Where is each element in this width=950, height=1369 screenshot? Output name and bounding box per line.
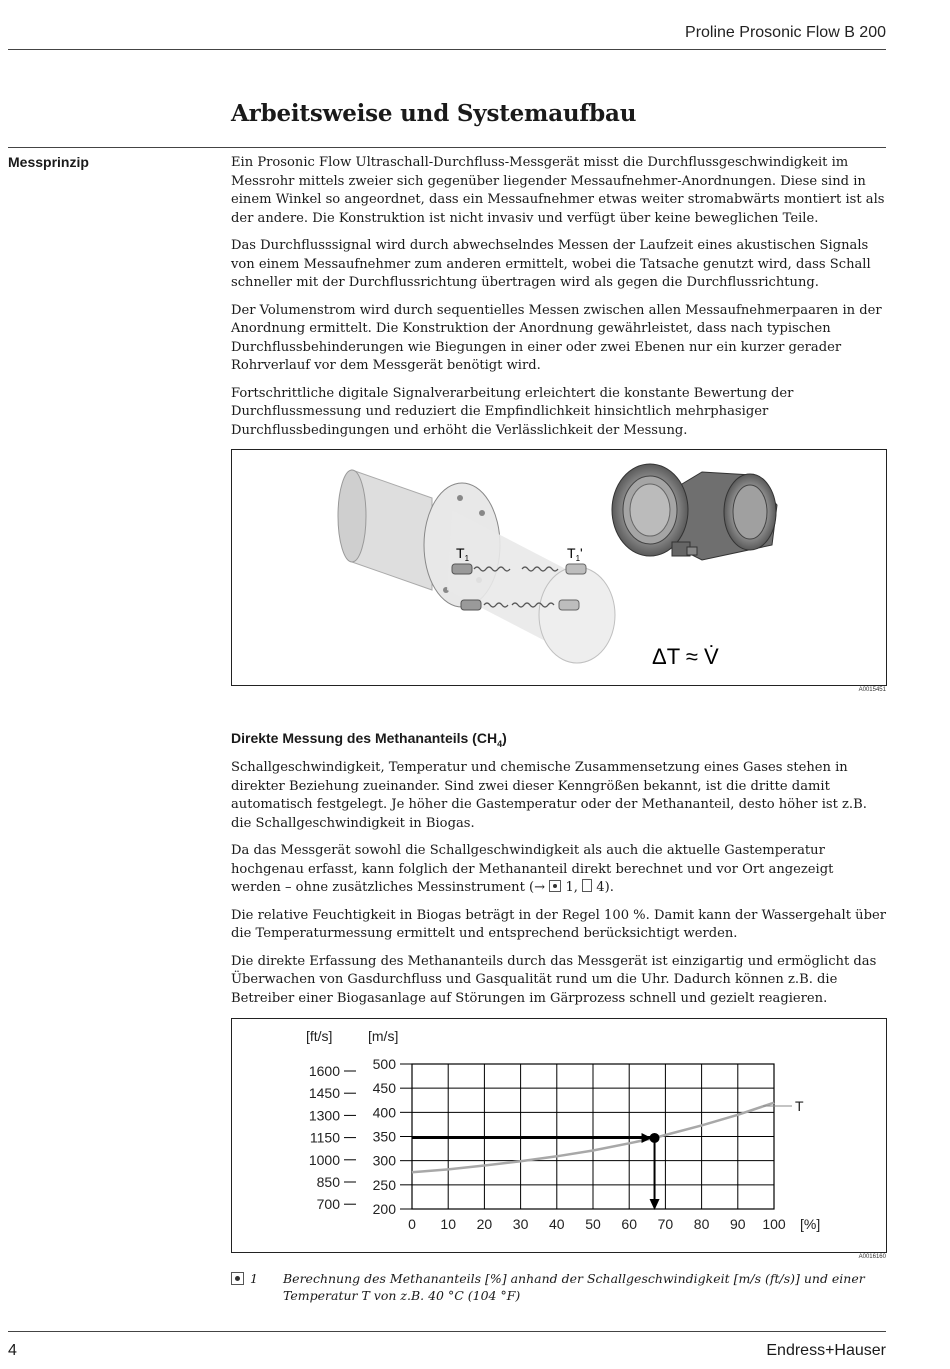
y-tick-label: 200	[372, 1201, 396, 1217]
figure-ref-icon	[549, 880, 561, 892]
reading-point	[650, 1133, 660, 1143]
intro-text	[231, 154, 887, 449]
side-heading: Messprinzip	[8, 154, 89, 170]
y-tick-label: 500	[372, 1056, 396, 1072]
y2-axis-label: [ft/s]	[306, 1028, 333, 1044]
caption-figure-icon	[231, 1272, 244, 1285]
page-number: 4	[8, 1342, 17, 1359]
header-rule	[8, 49, 886, 50]
subsection-text	[231, 759, 887, 1017]
x-tick-label: 80	[693, 1216, 710, 1232]
y2-tick-label: 1300	[308, 1107, 340, 1124]
transmitter-housing	[612, 464, 777, 560]
paragraph: Ein Prosonic Flow Ultraschall-Durchfluss-Messgerät misst die Durchflussgeschwindigkeit im Messrohr mittels zweier sich gegenüber liegender Messaufnehmer-Anordnungen. Diese sind in einem Winkel so angeordnet, dass ein Messaufnehmer etwas weiter stromabwärts montiert ist als der andere. Die Konstruktion ist nicht invasiv und verfügt über keine beweglichen Teile.	[231, 155, 885, 226]
caption-number: 1	[250, 1271, 258, 1286]
x-tick-label: 30	[512, 1216, 529, 1232]
label-t1-prime: $T_1'$	[567, 545, 583, 563]
x-tick-label: 70	[657, 1216, 674, 1232]
y2-tick-label: 1000	[308, 1151, 340, 1168]
transducer-t1	[452, 564, 472, 574]
y2-tick-label: 850	[316, 1174, 340, 1190]
section-rule	[8, 147, 886, 148]
footer-brand: Endress+Hauser	[766, 1342, 886, 1359]
transducer	[559, 600, 579, 610]
x-tick-label: 90	[730, 1216, 746, 1232]
y-tick-label: 300	[372, 1152, 396, 1169]
transducer-t1-prime	[566, 564, 586, 574]
page-ref-icon	[582, 879, 592, 892]
caption-text: Berechnung des Methananteils [%] anhand der Schallgeschwindigkeit [m/s (ft/s)] und einer Temperatur T von z.B. 40 °C (104 °F)	[283, 1271, 865, 1303]
device-illustration	[232, 450, 886, 685]
x-tick-label: 100	[762, 1216, 786, 1232]
pipe-outlet	[539, 567, 615, 663]
figure-code: A0016160	[858, 1254, 886, 1260]
paragraph: Fortschrittliche digitale Signalverarbeitung erleichtert die konstante Bewertung der Durchflussmessung und reduziert die Empfindlichkeit hinsichtlich mehrphasiger Durchflussbedingungen und erhöht die Verlässlichkeit der Messung.	[231, 385, 794, 438]
paragraph: Die relative Feuchtigkeit in Biogas beträgt in der Regel 100 %. Damit kann der Wassergehalt über die Temperaturmessung ermittelt und entsprechend berücksichtigt werden.	[231, 907, 886, 941]
figure-ref-link[interactable]: 1	[565, 880, 574, 895]
measuring-principle-figure	[231, 449, 887, 686]
footer-rule	[8, 1331, 886, 1332]
x-axis-label: [%]	[800, 1216, 821, 1232]
section-title: Arbeitsweise und Systemaufbau	[231, 100, 637, 127]
x-tick-label: 10	[440, 1216, 456, 1232]
speed-of-sound-chart	[232, 1019, 886, 1252]
y-axis-label: [m/s]	[368, 1028, 399, 1044]
y-tick-label: 400	[372, 1104, 396, 1121]
paragraph: Die direkte Erfassung des Methananteils durch das Messgerät ist einzigartig und ermöglicht das Überwachen von Gasdurchfluss und Gasqualität rund um die Uhr. Dadurch können z.B. die Betreiber einer Biogasanlage auf Störungen im Gärprozess schnell und gezielt reagieren.	[231, 953, 877, 1006]
series-label: T	[795, 1098, 804, 1115]
chart-figure	[231, 1018, 887, 1253]
y2-tick-label: 1450	[308, 1085, 340, 1102]
y-tick-label: 250	[372, 1176, 396, 1193]
running-header: Proline Prosonic Flow B 200	[685, 24, 886, 41]
y-tick-label: 450	[372, 1080, 396, 1097]
y2-tick-label: 700	[316, 1196, 340, 1213]
paragraph: Der Volumenstrom wird durch sequentielles Messen zwischen allen Messaufnehmerpaaren in der Anordnung ermittelt. Die Konstruktion der Anordnung gewährleistet, dass nach typischen Durchflussbehinderungen wie Biegungen in einer oder zwei Ebenen nur ein kurzer gerader Rohrverlauf vor dem Messgerät benötigt wird.	[231, 302, 882, 373]
arrow-head	[650, 1199, 660, 1210]
page-ref-link[interactable]: 4	[596, 880, 605, 895]
pipe-inlet	[338, 470, 366, 562]
paragraph: Das Durchflusssignal wird durch abwechselndes Messen der Laufzeit eines akustischen Signals von einem Messaufnehmer zum anderen ermittelt, wobei die Tatsache genutzt wird, dass Schall schneller mit der Durchflussrichtung übertragen wird als gegen die Durchflussrichtung.	[231, 238, 871, 290]
y2-tick-label: 1600	[308, 1063, 340, 1079]
subsection-heading: Direkte Messung des Methananteils $(CH_4)$	[231, 730, 507, 749]
x-tick-label: 50	[585, 1216, 601, 1232]
paragraph: Da das Messgerät sowohl die Schallgeschwindigkeit als auch die aktuelle Gastemperatur hochgenau erfasst, kann folglich der Methananteil direkt berechnet und vor Ort angezeigt werden – ohne zusätzliches Messinstrument (→ 1, 4).	[231, 843, 834, 895]
y2-tick-label: 1150	[309, 1129, 340, 1146]
x-tick-label: 20	[476, 1216, 493, 1232]
label-t1: $T_1$	[456, 545, 470, 563]
formula: ΔT ≈ V̇	[652, 644, 719, 669]
figure-code: A0015451	[858, 687, 886, 693]
transducer	[461, 600, 481, 610]
x-tick-label: 60	[621, 1216, 637, 1232]
paragraph: Schallgeschwindigkeit, Temperatur und chemische Zusammensetzung eines Gases stehen in direkter Beziehung zueinander. Sind zwei dieser Kenngrößen bekannt, ist die dritte damit automatisch festgelegt. Je höher die Gastemperatur oder der Methananteil, desto höher ist z.B. die Schallgeschwindigkeit in Biogas.	[231, 760, 867, 831]
x-tick-label: 0	[408, 1216, 416, 1232]
y-tick-label: 350	[372, 1128, 396, 1145]
x-tick-label: 40	[549, 1216, 565, 1232]
